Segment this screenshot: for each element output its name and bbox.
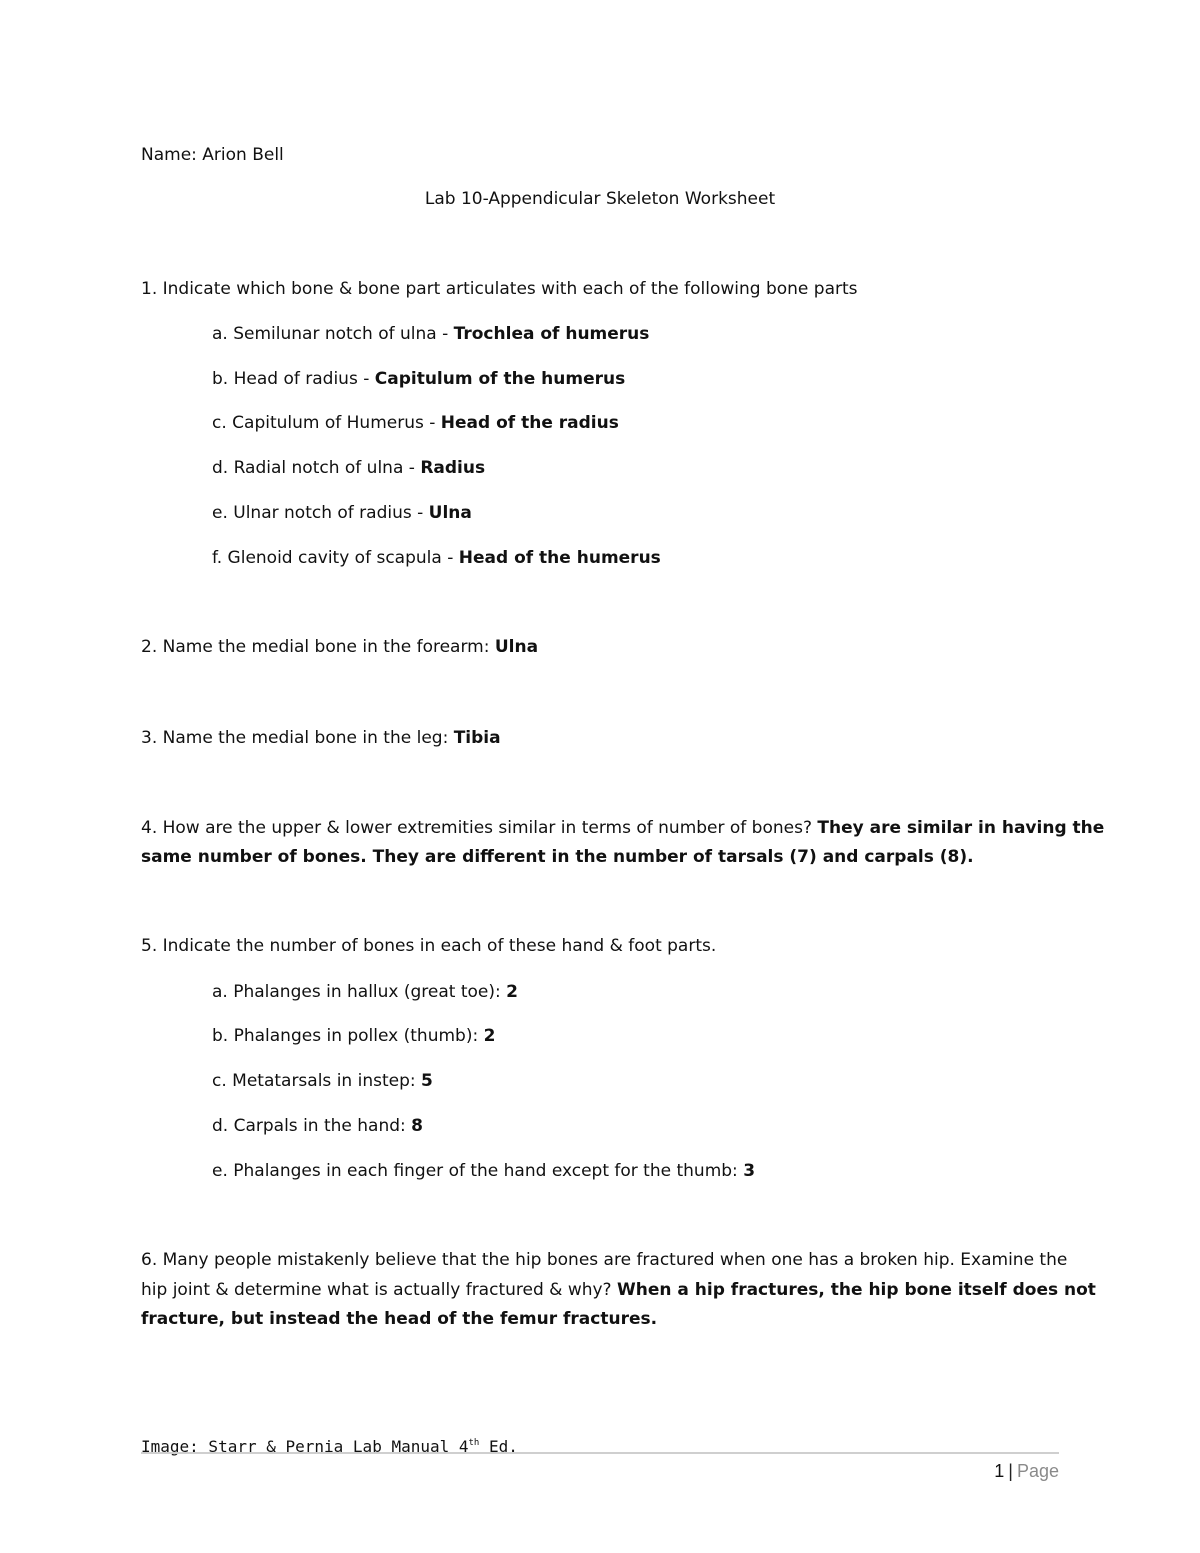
question-5-item [212,982,518,1002]
question-4-answer-part-1: They are similar in having the [817,818,1105,838]
question-1-item [212,548,661,568]
question-6-line-2 [141,1280,1096,1300]
item-answer: Trochlea of humerus [453,324,650,344]
item-text: e. Phalanges in each finger of the hand except for the thumb: [212,1161,744,1181]
item-text: a. Phalanges in hallux (great toe): [212,982,507,1002]
item-text: a. Semilunar notch of ulna - [212,324,454,344]
question-3-prompt: 3. Name the medial bone in the leg: [141,728,454,748]
question-4-line-2 [141,847,974,867]
question-1-item [212,369,625,389]
question-1-item [212,413,619,433]
worksheet-title: Lab 10-Appendicular Skeleton Worksheet [424,189,776,209]
item-text: d. Radial notch of ulna - [212,458,421,478]
item-text: b. Head of radius - [212,369,375,389]
question-6-line-1: 6. Many people mistakenly believe that the hip bones are fractured when one has a broken hip. Examine the [141,1250,1068,1270]
question-5-prompt: 5. Indicate the number of bones in each of these hand & foot parts. [141,936,717,956]
item-text: d. Carpals in the hand: [212,1116,412,1136]
item-answer: 2 [506,982,518,1002]
item-answer: 3 [743,1161,756,1181]
item-text: f. Glenoid cavity of scapula - [212,548,459,568]
question-6-answer-part-1: When a hip fractures, the hip bone itself does not [616,1280,1096,1300]
question-1-item [212,324,649,344]
page-number: 1 [994,1461,1005,1481]
image-credit-superscript: th [468,1438,480,1448]
question-5-item [212,1071,433,1091]
question-1-prompt: 1. Indicate which bone & bone part articulates with each of the following bone parts [141,279,858,299]
item-text: c. Metatarsals in instep: [212,1071,421,1091]
question-5-item [212,1026,495,1046]
question-5-item [212,1116,423,1136]
page-label: Page [1016,1461,1059,1481]
item-text: c. Capitulum of Humerus - [212,413,441,433]
item-answer: Capitulum of the humerus [374,369,626,389]
question-5-item [212,1161,755,1181]
image-credit-suffix: Ed. [479,1437,518,1456]
item-answer: Head of the humerus [458,548,661,568]
question-3-answer: Tibia [453,728,501,748]
footer-divider [141,1452,1059,1454]
question-4-answer-part-2: same number of bones. They are different in the number of tarsals (7) and carpals (8). [141,847,974,867]
item-answer: Head of the radius [440,413,619,433]
item-answer: 2 [483,1026,496,1046]
item-text: b. Phalanges in pollex (thumb): [212,1026,484,1046]
item-text: e. Ulnar notch of radius - [212,503,429,523]
student-name: Name: Arion Bell [141,145,284,165]
item-answer: 5 [421,1071,433,1091]
question-6-prompt-end: hip joint & determine what is actually fractured & why? [141,1280,617,1300]
question-6-line-3 [141,1309,657,1329]
page-number-footer [994,1461,1059,1482]
image-credit-text: Image: Starr & Pernia Lab Manual 4 [141,1437,469,1456]
item-answer: 8 [411,1116,424,1136]
question-2-prompt: 2. Name the medial bone in the forearm: [141,637,495,657]
page-separator: | [1008,1461,1013,1481]
item-answer: Radius [420,458,486,478]
question-4-prompt: 4. How are the upper & lower extremities similar in terms of number of bones? [141,818,818,838]
question-2-answer: Ulna [494,637,539,657]
question-2 [141,637,538,657]
question-1-item [212,503,472,523]
item-answer: Ulna [428,503,472,523]
question-1-item [212,458,485,478]
question-4-line-1 [141,818,1104,838]
question-3 [141,728,501,748]
question-6-answer-part-2: fracture, but instead the head of the femur fractures. [141,1309,658,1329]
